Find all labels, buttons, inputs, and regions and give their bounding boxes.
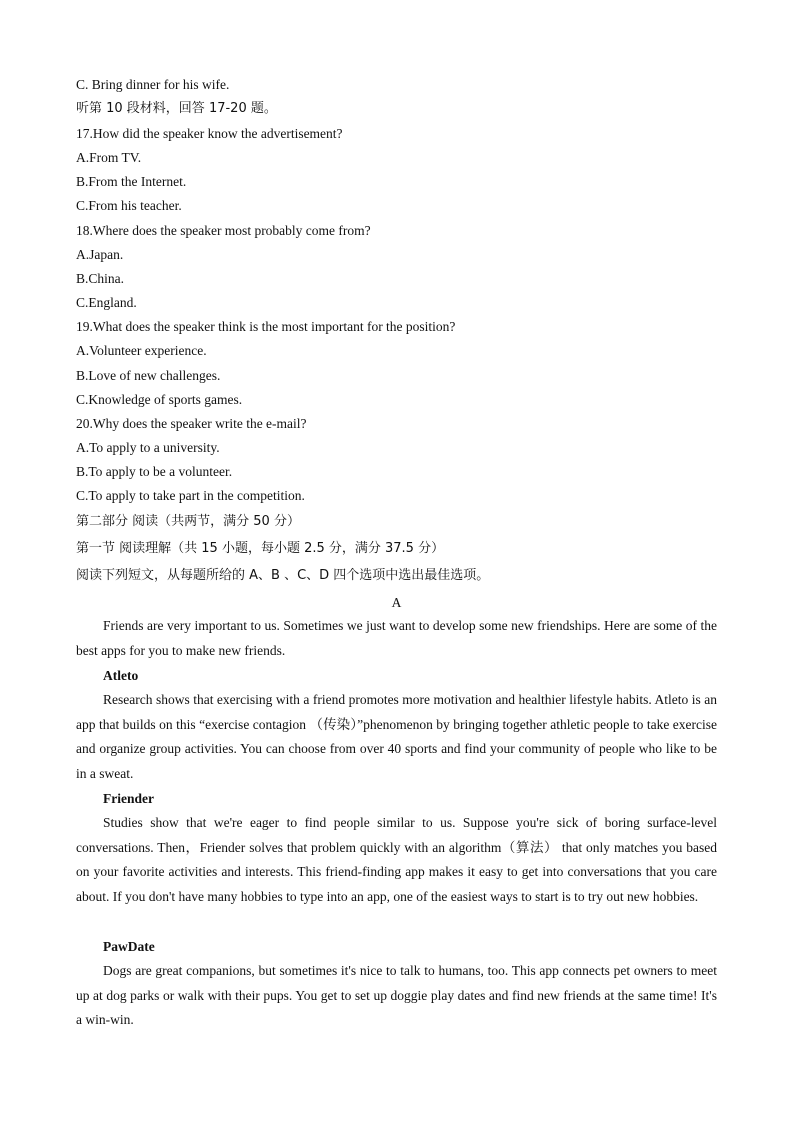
option-19c: C.Knowledge of sports games. <box>76 392 243 407</box>
passage-label: A <box>391 595 402 610</box>
option-20c: C.To apply to take part in the competition. <box>76 488 305 503</box>
option-20b: B.To apply to be a volunteer. <box>76 464 233 479</box>
question-20: 20.Why does the speaker write the e-mail? <box>76 416 307 431</box>
app-text-atleto: Research shows that exercising with a friend promotes more motivation and healthier lifestyle habits. Atleto is an app that builds on this “exercise contagion （传染）”phenomenon by bringing together athletic people to take exercise and organize group activities. You can choose from over 40 sports and find your community of people who like to be in a sweat. <box>76 692 717 781</box>
option-19b: B.Love of new challenges. <box>76 368 221 383</box>
reading-instruction: 阅读下列短文，从每题所给的 A、B 、C、D 四个选项中选出最佳选项。 <box>76 568 490 583</box>
option-19a: A.Volunteer experience. <box>76 343 207 358</box>
app-heading-pawdate: PawDate <box>103 939 155 954</box>
option-18a: A.Japan. <box>76 247 124 262</box>
app-heading-friender: Friender <box>103 791 154 806</box>
option-18b: B.China. <box>76 271 125 286</box>
app-text-pawdate: Dogs are great companions, but sometimes it's nice to talk to humans, too. This app connects pet owners to meet up at dog parks or walk with their pups. You get to set up doggie play dates and find new friends at the same time! It's a win-win. <box>76 963 717 1028</box>
prev-option-c: C. Bring dinner for his wife. <box>76 77 230 92</box>
part2-title: 第二部分 阅读（共两节，满分 50 分） <box>76 514 300 529</box>
question-17: 17.How did the speaker know the advertisement? <box>76 126 343 141</box>
section1-title: 第一节 阅读理解（共 15 小题，每小题 2.5 分，满分 37.5 分） <box>76 541 445 556</box>
question-19: 19.What does the speaker think is the most important for the position? <box>76 319 456 334</box>
option-17a: A.From TV. <box>76 150 142 165</box>
section10-instruction: 听第 10 段材料，回答 17-20 题。 <box>76 101 277 116</box>
app-heading-atleto: Atleto <box>103 668 139 683</box>
option-18c: C.England. <box>76 295 137 310</box>
option-17b: B.From the Internet. <box>76 174 187 189</box>
passage-intro: Friends are very important to us. Sometimes we just want to develop some new friendships. Here are some of the best apps for you to make new friends. <box>76 618 717 658</box>
app-text-friender: Studies show that we're eager to find people similar to us. Suppose you're sick of boring surface-level conversations. Then，Friender solves that problem quickly with an algorithm（算法） that only matches you based on your favorite activities and interests. This friend-finding app makes it easy to get into conversations that you care about. If you don't have many hobbies to type into an app, one of the easiest ways to start is to try out new hobbies. <box>76 815 717 904</box>
question-18: 18.Where does the speaker most probably come from? <box>76 223 371 238</box>
option-17c: C.From his teacher. <box>76 198 182 213</box>
option-20a: A.To apply to a university. <box>76 440 220 455</box>
